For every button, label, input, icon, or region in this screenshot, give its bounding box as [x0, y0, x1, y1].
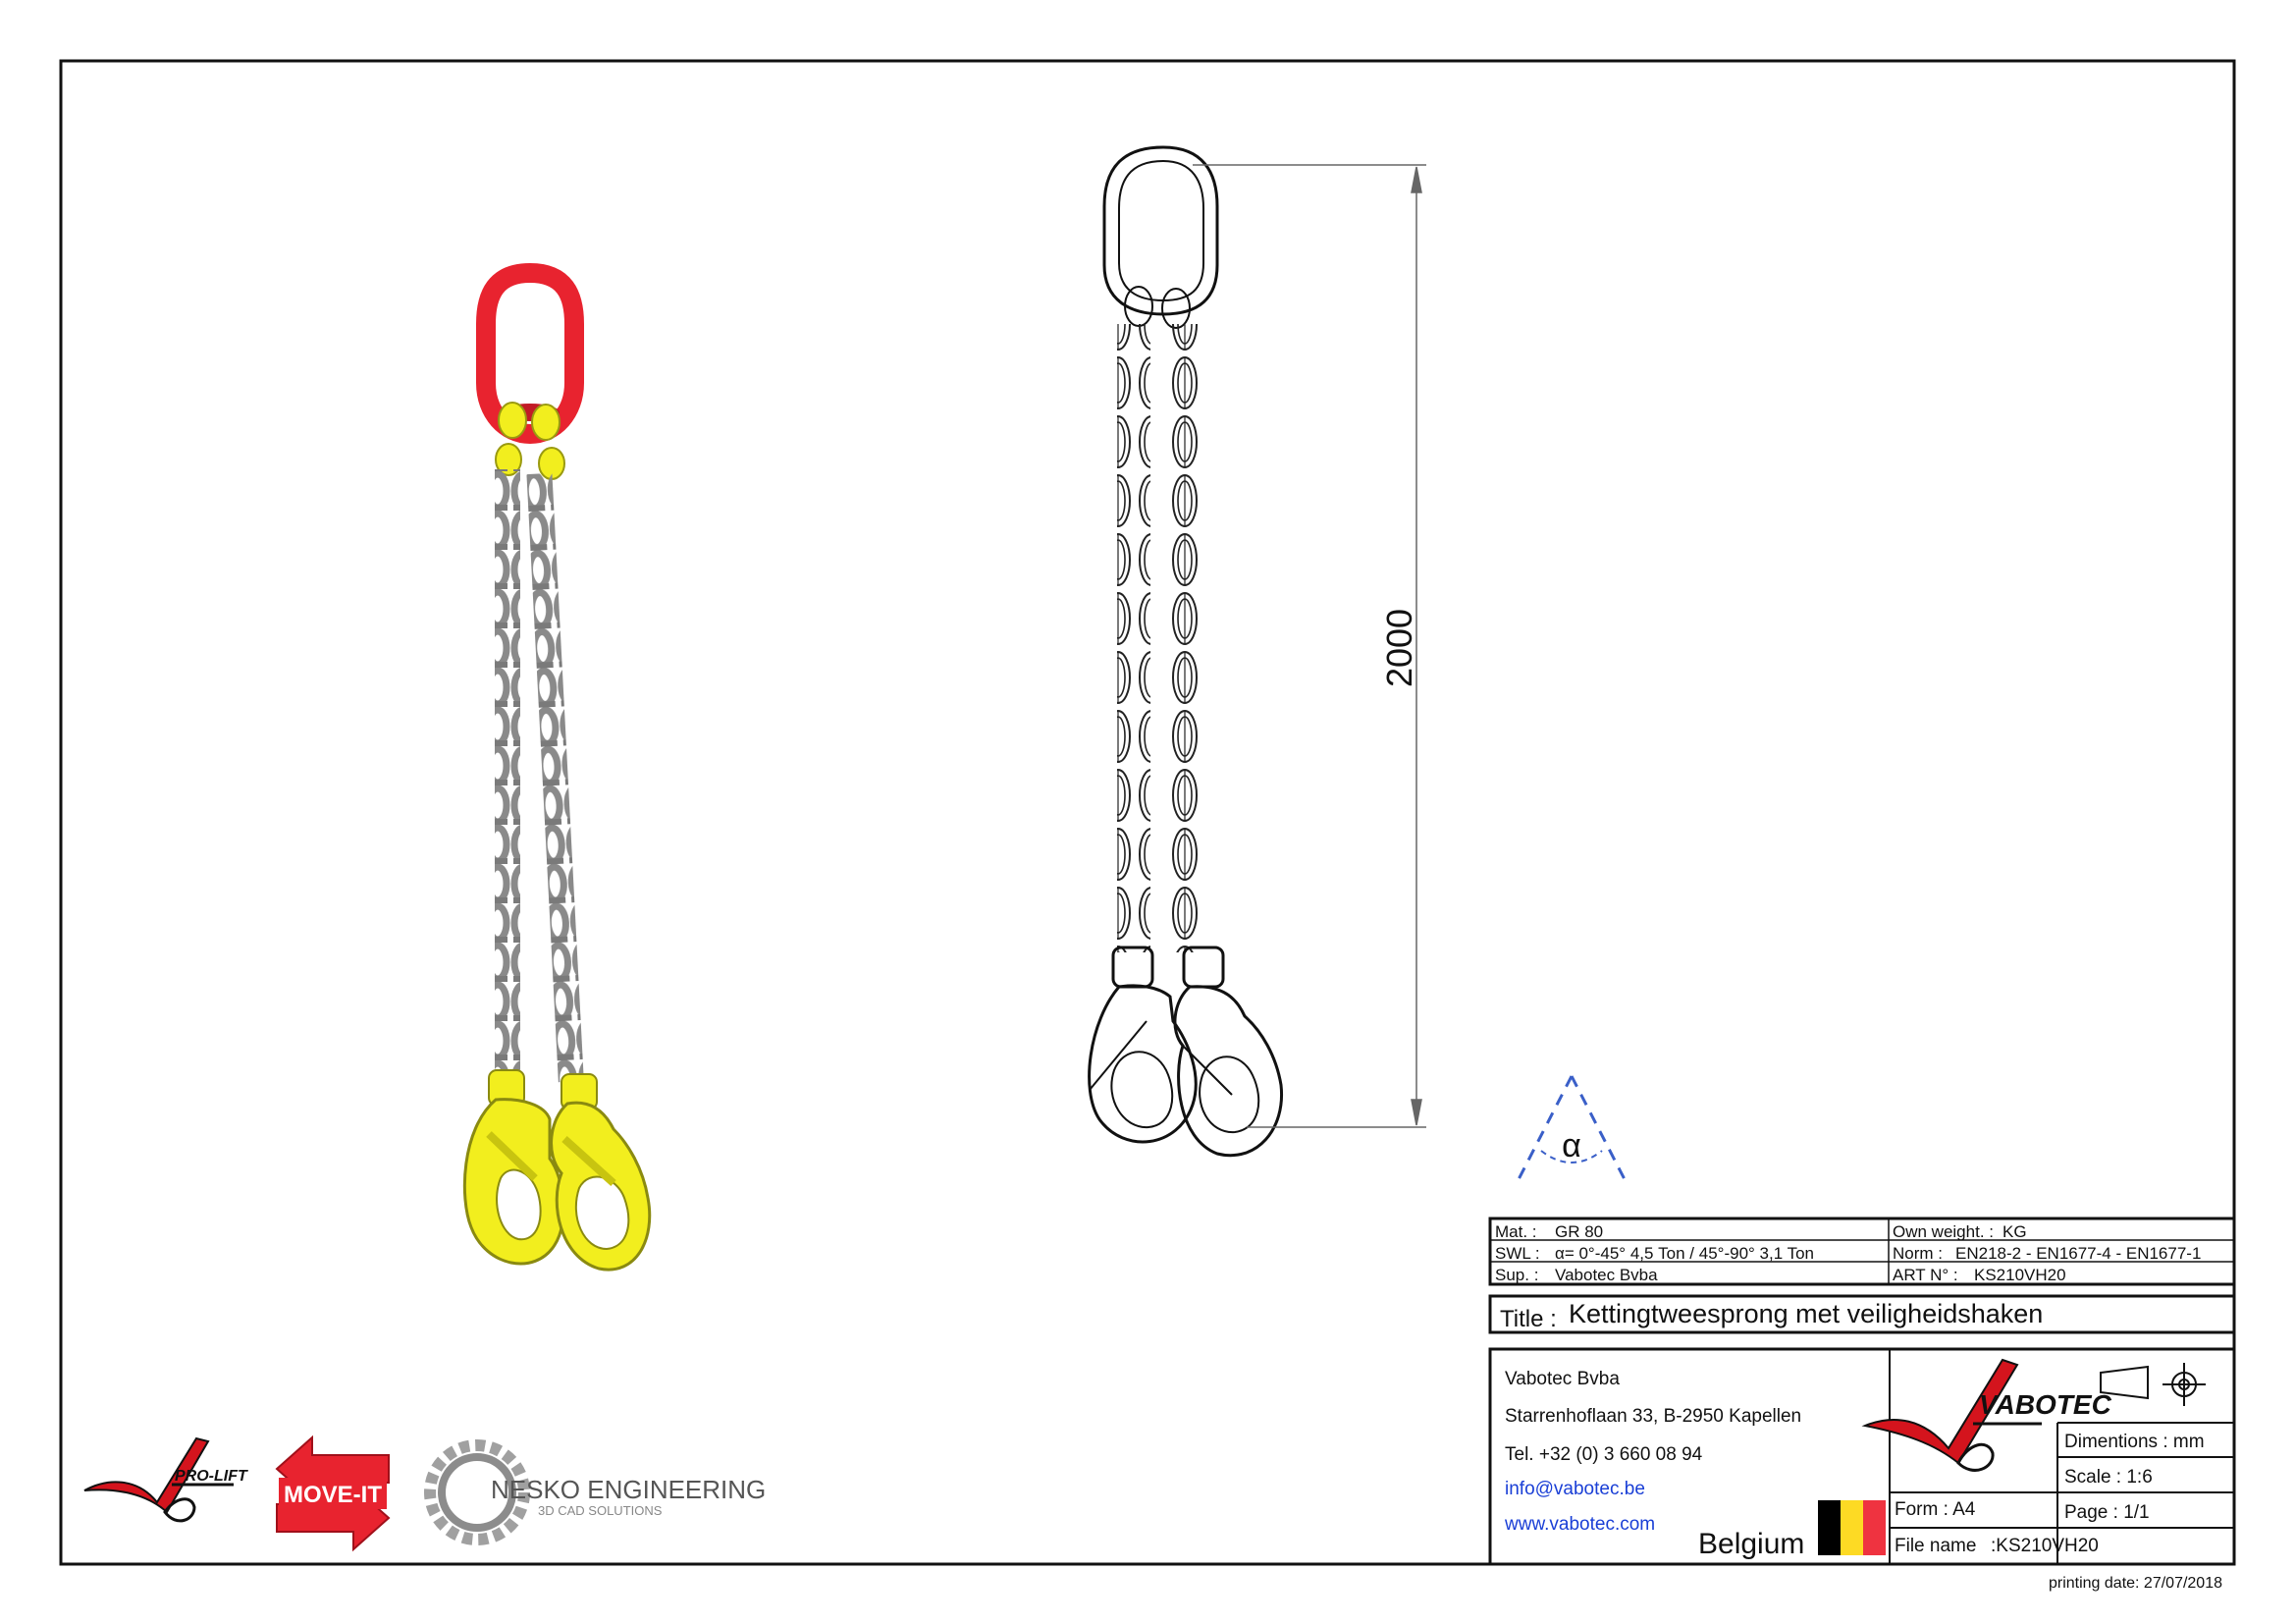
- company-phone: Tel. +32 (0) 3 660 08 94: [1505, 1444, 1703, 1465]
- page-value: Page : 1/1: [2064, 1502, 2150, 1523]
- company-email-link[interactable]: info@vabotec.be: [1505, 1479, 1645, 1499]
- moveit-logo-text: MOVE-IT: [284, 1482, 382, 1508]
- master-link-outline: [1104, 147, 1217, 314]
- dimensions-unit: Dimentions : mm: [2064, 1432, 2205, 1452]
- art-value: KS210VH20: [1974, 1266, 2066, 1284]
- file-name-value: :KS210VH20: [1991, 1536, 2099, 1556]
- nesko-logo-subtitle: 3D CAD SOLUTIONS: [538, 1503, 663, 1518]
- connector-outline-right: [1162, 289, 1190, 328]
- nesko-logo: [430, 1445, 766, 1540]
- projection-symbol: [2101, 1363, 2206, 1406]
- country-label: Belgium: [1698, 1528, 1805, 1560]
- art-label: ART N° :: [1893, 1266, 1958, 1284]
- sup-label: Sup. :: [1495, 1266, 1539, 1284]
- file-name-label: File name: [1895, 1536, 1977, 1556]
- length-dimension-value: 2000: [1379, 608, 1419, 688]
- company-address: Starrenhoflaan 33, B-2950 Kapellen: [1505, 1406, 1802, 1427]
- own-weight-label: Own weight. :: [1893, 1222, 1994, 1241]
- chain-sling-line-drawing: [1090, 147, 1282, 1156]
- title-label: Title :: [1500, 1306, 1557, 1332]
- chain-leg-left: [495, 469, 520, 1078]
- company-website-link[interactable]: www.vabotec.com: [1505, 1514, 1656, 1535]
- drawing-title: Kettingtweesprong met veiligheidshaken: [1569, 1299, 2044, 1328]
- printing-date: printing date: 27/07/2018: [2048, 1575, 2222, 1592]
- company-name: Vabotec Bvba: [1505, 1369, 1620, 1389]
- norm-value: EN218-2 - EN1677-4 - EN1677-1: [1955, 1244, 2202, 1263]
- nesko-logo-title: NESKO ENGINEERING: [491, 1475, 767, 1504]
- moveit-logo: [277, 1437, 389, 1549]
- chain-leg-outline-right: [1168, 324, 1201, 952]
- form-value: Form : A4: [1895, 1499, 1976, 1520]
- scale-value: Scale : 1:6: [2064, 1467, 2153, 1488]
- own-weight-value: KG: [2002, 1222, 2027, 1241]
- safety-hook-left: [464, 1070, 563, 1264]
- hook-outline-left: [1090, 947, 1197, 1142]
- prolift-logo-text: PRO-LIFT: [175, 1468, 247, 1485]
- mat-value: GR 80: [1555, 1222, 1604, 1241]
- vabotec-logo-text: VABOTEC: [1979, 1389, 2111, 1420]
- swl-label: SWL :: [1495, 1244, 1540, 1263]
- chain-sling-render: [464, 273, 649, 1270]
- mat-label: Mat. :: [1495, 1222, 1537, 1241]
- safety-hook-right: [552, 1074, 650, 1270]
- norm-label: Norm :: [1893, 1244, 1943, 1263]
- sup-value: Vabotec Bvba: [1555, 1266, 1658, 1284]
- vabotec-logo: [1865, 1360, 2112, 1470]
- swl-value: α= 0°-45° 4,5 Ton / 45°-90° 3,1 Ton: [1555, 1244, 1815, 1263]
- chain-leg-outline-left: [1117, 324, 1150, 952]
- belgium-flag: [1818, 1500, 1886, 1555]
- prolift-logo: [84, 1438, 248, 1521]
- angle-symbol: α: [1562, 1127, 1581, 1164]
- chain-leg-right: [526, 473, 583, 1083]
